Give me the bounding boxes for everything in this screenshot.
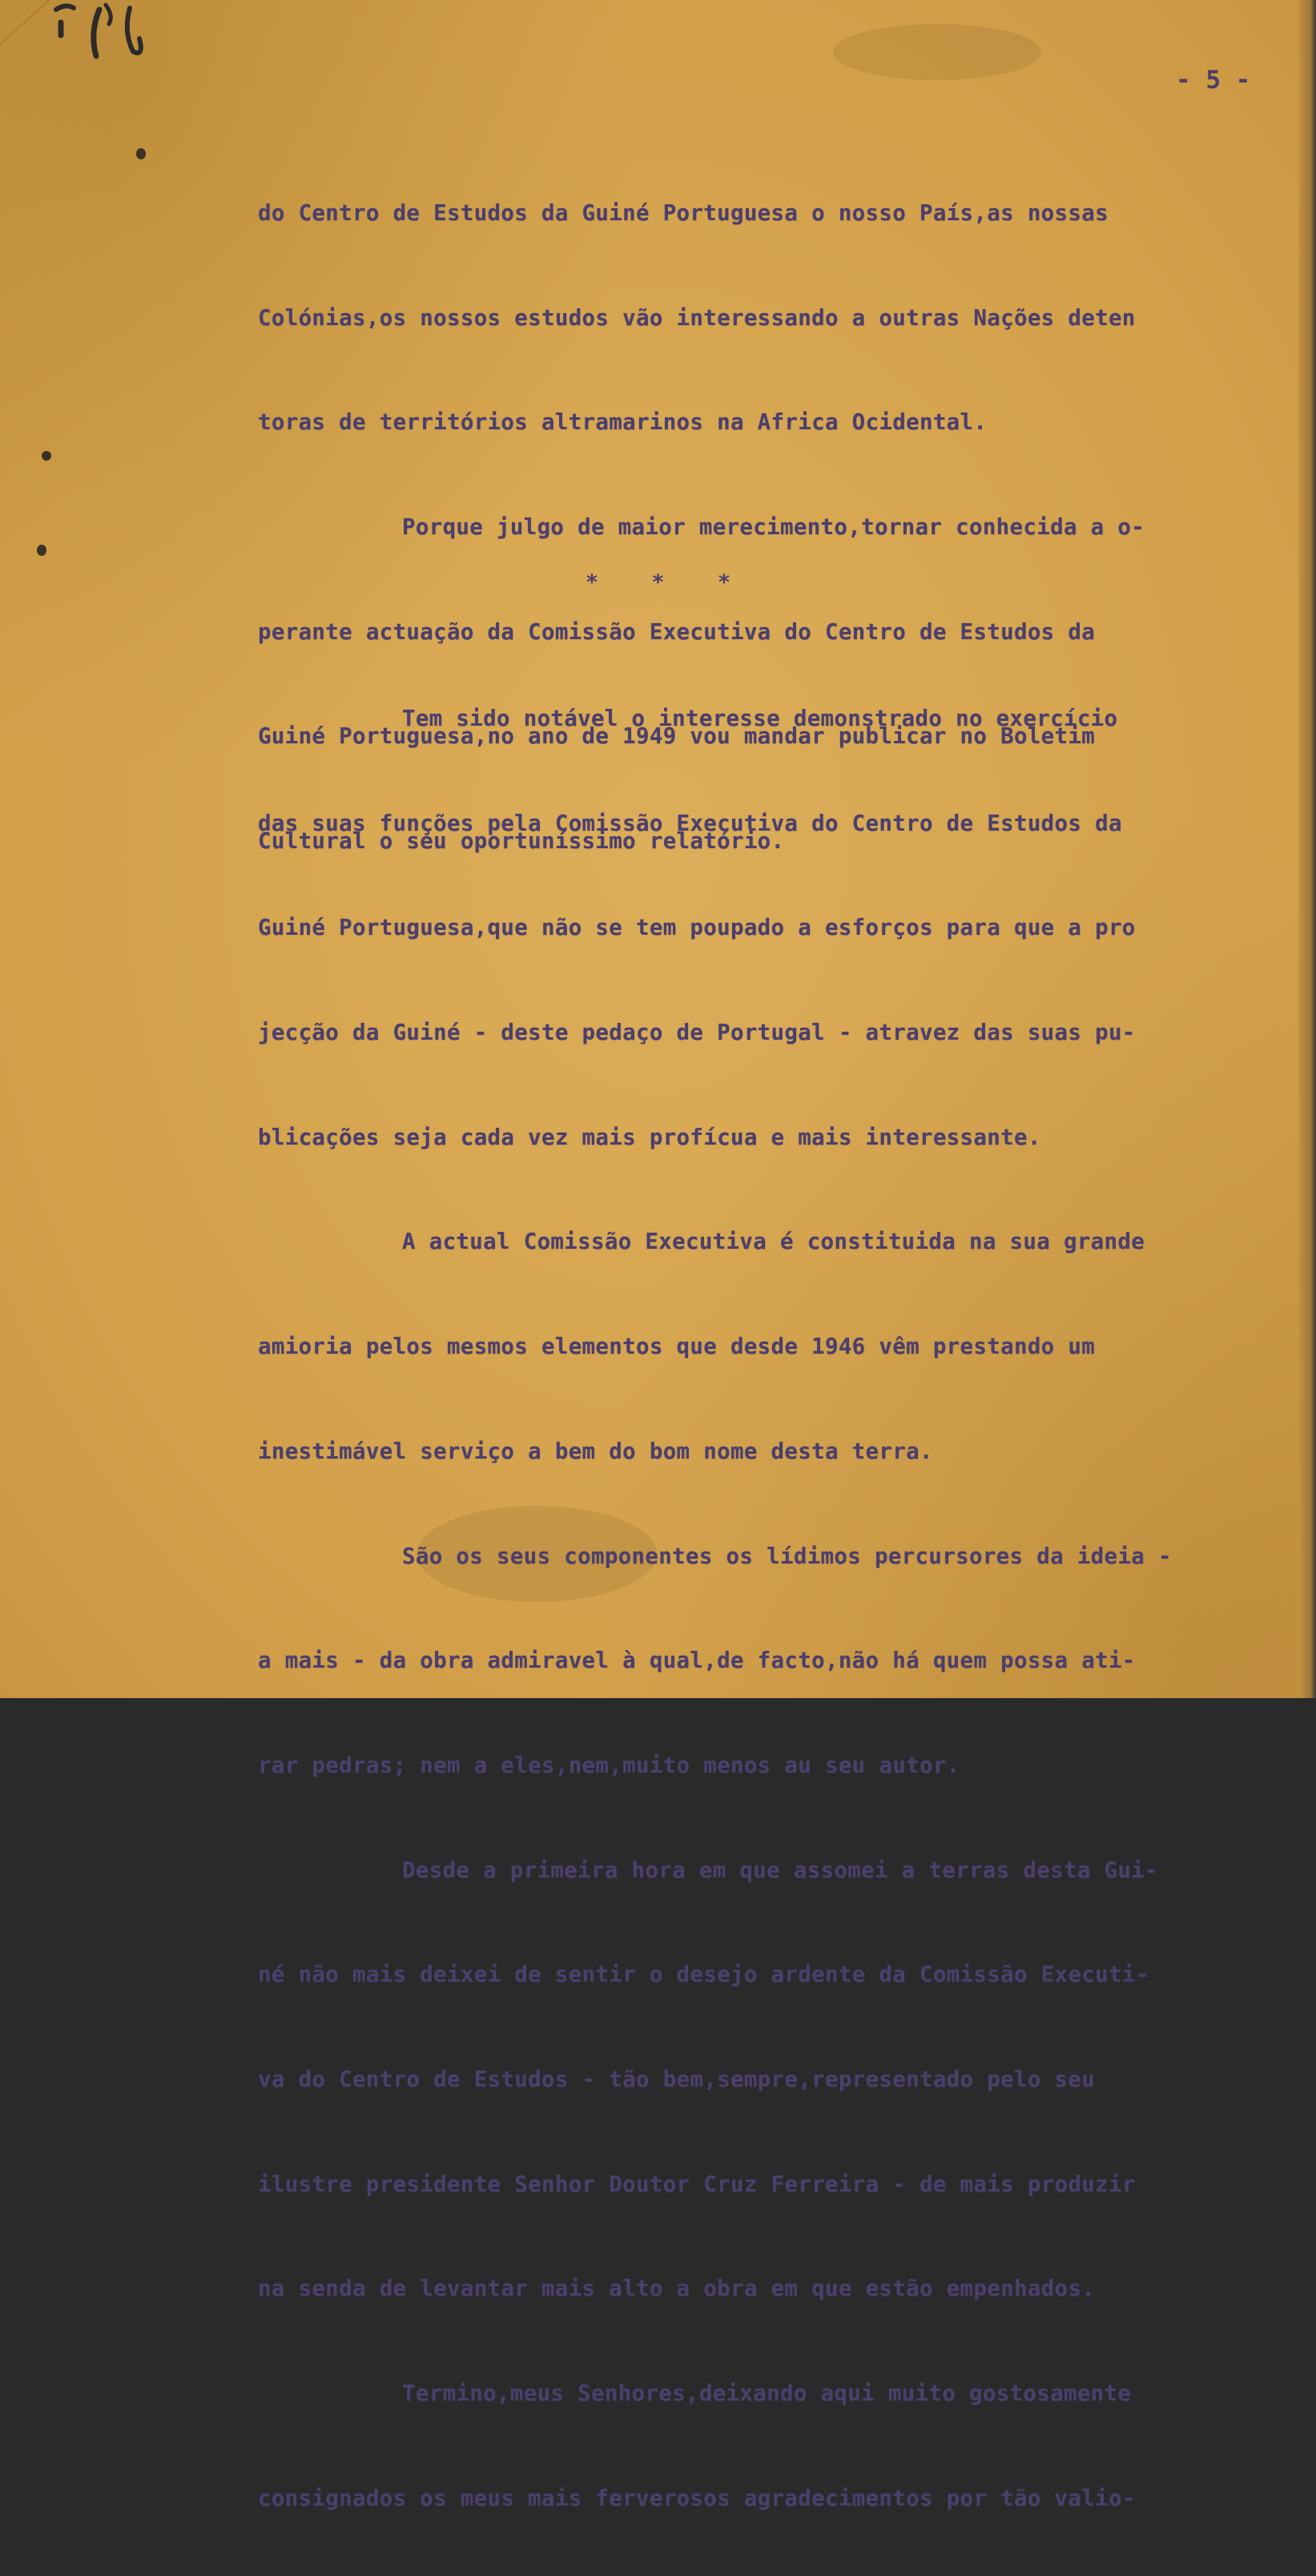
text-line: rar pedras; nem a eles,nem,muito menos au seu autor. [258,1752,960,1778]
handwritten-pencil-mark [50,0,194,72]
text-line: va do Centro de Estudos - tão bem,sempre,representado pelo seu [258,2066,1096,2092]
text-line: das suas funções pela Comissão Executiva do Centro de Estudos da [258,810,1122,836]
text-line: ilustre presidente Senhor Doutor Cruz Ferreira - de mais produzir [258,2171,1136,2197]
text-line: Cultural o seu oportuníssimo relatório. [258,828,785,855]
paper-stain [833,24,1041,80]
text-line: jecção da Guiné - deste pedaço de Portugal - atravez das suas pu- [258,1020,1136,1046]
text-line: consignados os meus mais ferverosos agradecimentos por tão valio- [258,2485,1136,2511]
text-line: Termino,meus Senhores,deixando aqui muito gostosamente [402,2381,1132,2406]
binding-hole [42,451,51,461]
text-line: perante actuação da Comissão Executiva do Centro de Estudos da [258,618,1096,645]
text-line: do Centro de Estudos da Guiné Portuguesa o nosso País,as nossas [258,200,1109,226]
text-line: Colónias,os nossos estudos vão interessando a outras Nações deten [258,304,1136,331]
text-line: né não mais deixei de sentir o desejo ardente da Comissão Executi- [258,1962,1149,1988]
page-edge-shadow [1298,0,1316,1698]
binding-hole [37,545,46,556]
text-line: Guiné Portuguesa,que não se tem poupado a esforços para que a pro [258,915,1136,941]
text-line: Desde a primeira hora em que assomei a terras desta Gui- [402,1857,1158,1883]
text-line: A actual Comissão Executiva é constituida na sua grande [402,1229,1145,1255]
text-line: blicações seja cada vez mais profícua e mais interessante. [258,1124,1041,1150]
text-line: Tem sido notável o interesse demonstrado no exercício [402,706,1118,731]
text-line: a mais - da obra admiravel à qual,de facto,não há quem possa ati- [258,1648,1136,1674]
page-number: - 5 - [1176,66,1251,95]
binding-hole [136,148,146,159]
text-line: inestimável serviço a bem do bom nome desta terra. [258,1438,933,1464]
text-line: na senda de levantar mais alto a obra em que estão empenhados. [258,2276,1096,2302]
text-line: Guiné Portuguesa,no ano de 1949 vou mandar publicar no Boletim [258,723,1096,750]
typed-text-block-2 [258,641,1299,2576]
text-line: amioria pelos mesmos elementos que desde 1946 vêm prestando um [258,1334,1096,1360]
section-separator: * * * [585,570,731,595]
text-line: toras de territórios altramarinos na Africa Ocidental. [258,409,988,436]
text-line: São os seus componentes os lídimos percursores da ideia - [402,1543,1172,1569]
text-line: Porque julgo de maior merecimento,tornar conhecida a o- [402,514,1145,541]
